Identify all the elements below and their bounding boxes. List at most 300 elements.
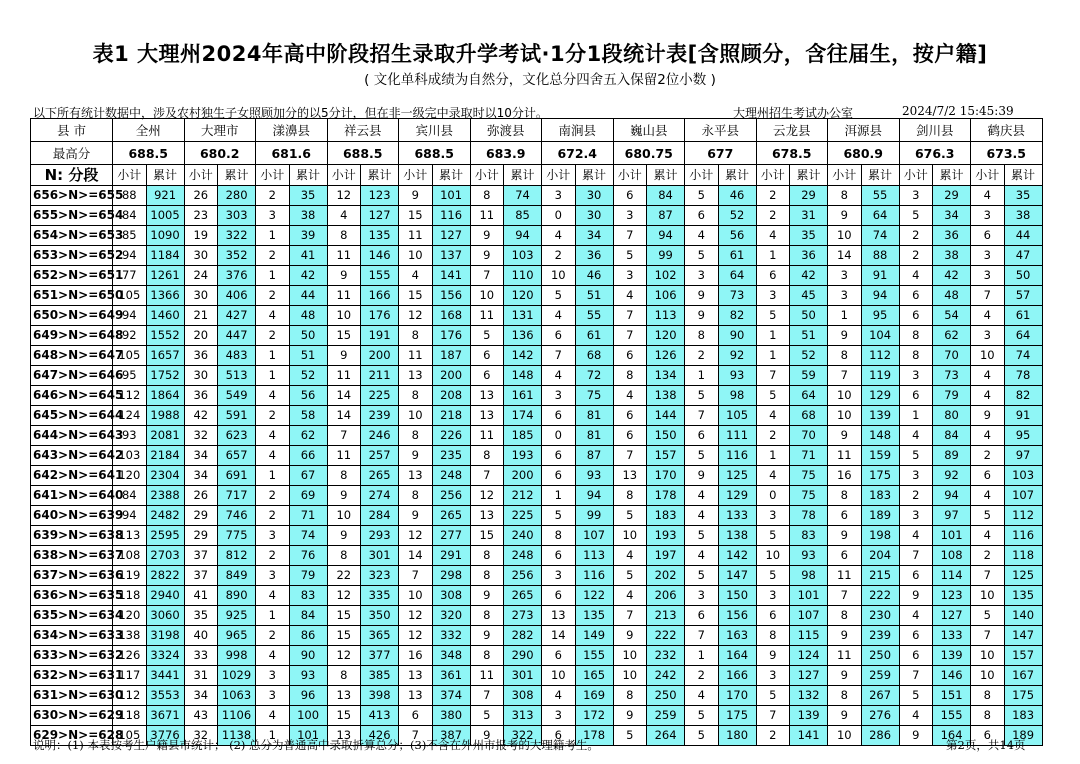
subtotal-cell: 7: [470, 686, 504, 706]
subtotal-cell: 11: [828, 646, 862, 666]
subtotal-cell: 8: [613, 486, 647, 506]
subtotal-cell: 4: [899, 606, 933, 626]
subtotal-cell: 0: [542, 426, 576, 446]
subtotal-cell: 14: [327, 386, 361, 406]
cumulative-cell: 95: [861, 306, 899, 326]
subtotal-cell: 5: [756, 386, 790, 406]
subtotal-header: 小计: [828, 165, 862, 186]
cumulative-cell: 41: [289, 246, 327, 266]
subtotal-cell: 9: [399, 186, 433, 206]
subtotal-cell: 1: [756, 346, 790, 366]
subtotal-cell: 33: [184, 646, 218, 666]
subtotal-cell: 30: [184, 366, 218, 386]
score-segment-label: 639>N>=638: [31, 526, 113, 546]
cumulative-cell: 113: [575, 546, 613, 566]
cumulative-cell: 127: [361, 206, 399, 226]
subtotal-cell: 26: [184, 486, 218, 506]
cumulative-cell: 189: [1004, 726, 1042, 746]
score-segment-label: 636>N>=635: [31, 586, 113, 606]
cumulative-cell: 198: [861, 526, 899, 546]
subtotal-cell: 1: [685, 366, 719, 386]
cumulative-cell: 115: [790, 626, 828, 646]
subtotal-cell: 8: [470, 566, 504, 586]
page-subtitle: ( 文化单科成绩为自然分，文化总分四舍五入保留2位小数 ): [364, 72, 716, 88]
subtotal-cell: 3: [256, 206, 290, 226]
subtotal-cell: 4: [685, 506, 719, 526]
subtotal-cell: 4: [542, 366, 576, 386]
cumulative-cell: 133: [718, 506, 756, 526]
subtotal-cell: 10: [828, 386, 862, 406]
cumulative-cell: 385: [361, 666, 399, 686]
table-row: [31, 286, 1043, 306]
cumulative-cell: 44: [1004, 226, 1042, 246]
cumulative-cell: 62: [933, 326, 971, 346]
cumulative-cell: 322: [504, 726, 542, 746]
subtotal-cell: 15: [327, 626, 361, 646]
score-segment-label: 652>N>=651: [31, 266, 113, 286]
cumulative-cell: 89: [933, 446, 971, 466]
subtotal-cell: 2: [256, 246, 290, 266]
score-segment-label: 630>N>=629: [31, 706, 113, 726]
subtotal-cell: 9: [828, 626, 862, 646]
cumulative-header: 累计: [718, 165, 756, 186]
cumulative-cell: 55: [861, 186, 899, 206]
cumulative-cell: 183: [647, 506, 685, 526]
subtotal-cell: 3: [256, 686, 290, 706]
cumulative-cell: 222: [861, 586, 899, 606]
max-score-value: 688.5: [113, 142, 185, 165]
subtotal-cell: 2: [256, 406, 290, 426]
subtotal-cell: 5: [899, 446, 933, 466]
cumulative-cell: 156: [432, 286, 470, 306]
subtotal-cell: 6: [971, 226, 1005, 246]
cumulative-cell: 94: [575, 486, 613, 506]
subtotal-cell: 9: [828, 706, 862, 726]
table-row: [31, 686, 1043, 706]
subtotal-cell: 8: [327, 546, 361, 566]
subtotal-cell: 2: [256, 626, 290, 646]
cumulative-cell: 1864: [146, 386, 184, 406]
cumulative-cell: 2940: [146, 586, 184, 606]
cumulative-cell: 280: [218, 186, 256, 206]
subtotal-cell: 5: [756, 526, 790, 546]
subtotal-cell: 2: [256, 186, 290, 206]
cumulative-cell: 70: [933, 346, 971, 366]
subtotal-cell: 34: [184, 446, 218, 466]
cumulative-cell: 925: [218, 606, 256, 626]
subtotal-cell: 7: [613, 446, 647, 466]
cumulative-cell: 222: [647, 626, 685, 646]
subtotal-cell: 5: [756, 566, 790, 586]
cumulative-cell: 290: [504, 646, 542, 666]
cumulative-cell: 259: [647, 706, 685, 726]
cumulative-cell: 155: [361, 266, 399, 286]
subtotal-cell: 7: [971, 626, 1005, 646]
subtotal-cell: 8: [399, 486, 433, 506]
subtotal-cell: 4: [685, 226, 719, 246]
table-row: [31, 406, 1043, 426]
subtotal-cell: 3: [971, 266, 1005, 286]
subtotal-cell: 4: [899, 526, 933, 546]
cumulative-cell: 78: [1004, 366, 1042, 386]
subtotal-cell: 3: [685, 586, 719, 606]
subtotal-cell: 13: [399, 466, 433, 486]
table-row: [31, 366, 1043, 386]
cumulative-cell: 46: [575, 266, 613, 286]
cumulative-cell: 74: [289, 526, 327, 546]
cumulative-cell: 94: [861, 286, 899, 306]
subtotal-cell: 12: [327, 586, 361, 606]
subtotal-cell: 7: [542, 346, 576, 366]
cumulative-cell: 2822: [146, 566, 184, 586]
subtotal-cell: 5: [542, 286, 576, 306]
cumulative-cell: 691: [218, 466, 256, 486]
cumulative-cell: 64: [790, 386, 828, 406]
subtotal-cell: 13: [470, 406, 504, 426]
cumulative-cell: 120: [504, 286, 542, 306]
cumulative-cell: 74: [861, 226, 899, 246]
subtotal-cell: 6: [828, 546, 862, 566]
subtotal-cell: 1: [756, 446, 790, 466]
cumulative-cell: 150: [718, 586, 756, 606]
subtotal-cell: 2: [756, 186, 790, 206]
subtotal-cell: 14: [828, 246, 862, 266]
subtotal-cell: 3: [542, 186, 576, 206]
subtotal-cell: 8: [327, 466, 361, 486]
subtotal-cell: 7: [613, 226, 647, 246]
subtotal-cell: 3: [899, 186, 933, 206]
cumulative-cell: 2595: [146, 526, 184, 546]
cumulative-cell: 68: [790, 406, 828, 426]
cumulative-cell: 167: [1004, 666, 1042, 686]
cumulative-cell: 75: [575, 386, 613, 406]
region-name: 南涧县: [542, 119, 614, 142]
subtotal-cell: 5: [685, 566, 719, 586]
cumulative-cell: 51: [790, 326, 828, 346]
cumulative-cell: 313: [504, 706, 542, 726]
subtotal-cell: 7: [971, 286, 1005, 306]
subtotal-cell: 12: [399, 626, 433, 646]
subtotal-cell: 77: [113, 266, 147, 286]
timestamp: 2024/7/2 15:45:39: [902, 104, 1014, 118]
subtotal-cell: 94: [113, 506, 147, 526]
subtotal-cell: 4: [327, 206, 361, 226]
subtotal-cell: 6: [685, 426, 719, 446]
subtotal-cell: 10: [399, 586, 433, 606]
subtotal-cell: 5: [756, 686, 790, 706]
subtotal-cell: 5: [613, 726, 647, 746]
subtotal-cell: 1: [256, 726, 290, 746]
cumulative-cell: 191: [361, 326, 399, 346]
subtotal-cell: 5: [971, 506, 1005, 526]
cumulative-cell: 123: [933, 586, 971, 606]
subtotal-cell: 11: [327, 366, 361, 386]
cumulative-cell: 83: [790, 526, 828, 546]
subtotal-cell: 11: [327, 446, 361, 466]
cumulative-cell: 282: [504, 626, 542, 646]
cumulative-cell: 301: [361, 546, 399, 566]
subtotal-cell: 9: [399, 506, 433, 526]
subtotal-cell: 8: [399, 426, 433, 446]
subtotal-cell: 7: [613, 326, 647, 346]
subtotal-cell: 9: [327, 526, 361, 546]
cumulative-cell: 79: [933, 386, 971, 406]
region-header-row: [31, 119, 1043, 142]
subtotal-cell: 6: [470, 346, 504, 366]
cumulative-cell: 36: [575, 246, 613, 266]
subtotal-cell: 7: [971, 566, 1005, 586]
cumulative-cell: 116: [432, 206, 470, 226]
cumulative-cell: 623: [218, 426, 256, 446]
cumulative-cell: 74: [1004, 346, 1042, 366]
subtotal-cell: 4: [613, 586, 647, 606]
subtotal-cell: 9: [828, 206, 862, 226]
cumulative-cell: 87: [647, 206, 685, 226]
subtotal-cell: 5: [685, 446, 719, 466]
subtotal-cell: 84: [113, 486, 147, 506]
cumulative-cell: 59: [790, 366, 828, 386]
cumulative-cell: 413: [361, 706, 399, 726]
subtotal-cell: 6: [613, 346, 647, 366]
subtotal-cell: 4: [685, 686, 719, 706]
cumulative-cell: 172: [575, 706, 613, 726]
cumulative-cell: 108: [933, 546, 971, 566]
cumulative-cell: 168: [432, 306, 470, 326]
table-row: [31, 186, 1043, 206]
subtotal-header: 小计: [184, 165, 218, 186]
cumulative-cell: 303: [218, 206, 256, 226]
subtotal-cell: 4: [971, 186, 1005, 206]
cumulative-cell: 30: [575, 186, 613, 206]
cumulative-cell: 166: [718, 666, 756, 686]
cumulative-cell: 47: [1004, 246, 1042, 266]
subtotal-cell: 119: [113, 566, 147, 586]
subtotal-cell: 9: [399, 446, 433, 466]
cumulative-cell: 775: [218, 526, 256, 546]
cumulative-cell: 111: [718, 426, 756, 446]
subtotal-cell: 10: [828, 726, 862, 746]
subtotal-cell: 1: [256, 466, 290, 486]
cumulative-cell: 298: [432, 566, 470, 586]
cumulative-cell: 3324: [146, 646, 184, 666]
subtotal-cell: 5: [899, 686, 933, 706]
subtotal-cell: 43: [184, 706, 218, 726]
subtotal-cell: 37: [184, 546, 218, 566]
cumulative-cell: 122: [575, 586, 613, 606]
max-score-value: 678.5: [756, 142, 828, 165]
cumulative-cell: 42: [289, 266, 327, 286]
cumulative-cell: 129: [718, 486, 756, 506]
subtotal-cell: 4: [613, 386, 647, 406]
subtotal-cell: 3: [685, 266, 719, 286]
cumulative-cell: 125: [718, 466, 756, 486]
cumulative-cell: 80: [933, 406, 971, 426]
cumulative-cell: 176: [432, 326, 470, 346]
subtotal-cell: 4: [899, 266, 933, 286]
cumulative-cell: 149: [575, 626, 613, 646]
cumulative-cell: 144: [647, 406, 685, 426]
subtotal-cell: 7: [828, 366, 862, 386]
score-segment-label: 642>N>=641: [31, 466, 113, 486]
cumulative-cell: 139: [790, 706, 828, 726]
cumulative-cell: 157: [647, 446, 685, 466]
cumulative-cell: 138: [647, 386, 685, 406]
cumulative-cell: 308: [432, 586, 470, 606]
subtotal-cell: 5: [542, 506, 576, 526]
subtotal-cell: 94: [113, 246, 147, 266]
max-score-value: 680.9: [828, 142, 900, 165]
cumulative-cell: 1552: [146, 326, 184, 346]
cumulative-cell: 549: [218, 386, 256, 406]
cumulative-cell: 335: [361, 586, 399, 606]
subtotal-cell: 2: [256, 286, 290, 306]
cumulative-cell: 1460: [146, 306, 184, 326]
subtotal-header: 小计: [899, 165, 933, 186]
subtotal-header: 小计: [685, 165, 719, 186]
cumulative-cell: 93: [718, 366, 756, 386]
subtotal-cell: 3: [542, 566, 576, 586]
subtotal-cell: 8: [971, 706, 1005, 726]
subtotal-cell: 3: [256, 566, 290, 586]
cumulative-cell: 156: [718, 606, 756, 626]
subtotal-cell: 4: [256, 706, 290, 726]
subtotal-cell: 35: [184, 606, 218, 626]
subtotal-cell: 5: [685, 706, 719, 726]
table-row: [31, 546, 1043, 566]
cumulative-cell: 151: [933, 686, 971, 706]
region-name: 祥云县: [327, 119, 399, 142]
max-score-value: 677: [685, 142, 757, 165]
subtotal-cell: 11: [828, 566, 862, 586]
cumulative-cell: 94: [933, 486, 971, 506]
subtotal-cell: 34: [184, 686, 218, 706]
subtotal-cell: 12: [399, 306, 433, 326]
cumulative-cell: 97: [933, 506, 971, 526]
cumulative-cell: 1090: [146, 226, 184, 246]
subtotal-cell: 8: [828, 486, 862, 506]
subtotal-cell: 4: [685, 546, 719, 566]
score-segment-label: 634>N>=633: [31, 626, 113, 646]
cumulative-cell: 81: [575, 426, 613, 446]
cumulative-cell: 155: [575, 646, 613, 666]
cumulative-cell: 110: [504, 266, 542, 286]
cumulative-header: 累计: [146, 165, 184, 186]
subtotal-cell: 4: [971, 486, 1005, 506]
subtotal-cell: 6: [542, 546, 576, 566]
region-name: 漾濞县: [256, 119, 328, 142]
subtotal-cell: 14: [327, 406, 361, 426]
cumulative-cell: 104: [861, 326, 899, 346]
cumulative-cell: 200: [432, 366, 470, 386]
score-segment-label: 655>N>=654: [31, 206, 113, 226]
cumulative-cell: 139: [933, 646, 971, 666]
cumulative-cell: 147: [1004, 626, 1042, 646]
subtotal-cell: 7: [470, 266, 504, 286]
subtotal-cell: 2: [542, 246, 576, 266]
subtotal-cell: 6: [828, 506, 862, 526]
subtotal-cell: 14: [542, 626, 576, 646]
cumulative-cell: 107: [790, 606, 828, 626]
subtotal-cell: 124: [113, 406, 147, 426]
cumulative-cell: 1138: [218, 726, 256, 746]
cumulative-cell: 3553: [146, 686, 184, 706]
cumulative-cell: 159: [861, 446, 899, 466]
subtotal-header: 小计: [756, 165, 790, 186]
cumulative-cell: 178: [647, 486, 685, 506]
cumulative-cell: 45: [790, 286, 828, 306]
max-score-value: 688.5: [399, 142, 471, 165]
cumulative-cell: 164: [718, 646, 756, 666]
subtotal-cell: 1: [756, 326, 790, 346]
subtotal-cell: 4: [756, 466, 790, 486]
subtotal-cell: 0: [756, 486, 790, 506]
cumulative-cell: 61: [1004, 306, 1042, 326]
cumulative-cell: 483: [218, 346, 256, 366]
cumulative-cell: 215: [861, 566, 899, 586]
subtotal-cell: 6: [542, 726, 576, 746]
cumulative-cell: 102: [647, 266, 685, 286]
cumulative-header: 累计: [289, 165, 327, 186]
subtotal-cell: 37: [184, 566, 218, 586]
cumulative-cell: 120: [647, 326, 685, 346]
subtotal-cell: 112: [113, 386, 147, 406]
score-segment-label: 631>N>=630: [31, 686, 113, 706]
score-segment-label: 644>N>=643: [31, 426, 113, 446]
cumulative-cell: 127: [432, 226, 470, 246]
cumulative-cell: 197: [647, 546, 685, 566]
subtotal-cell: 4: [899, 706, 933, 726]
cumulative-cell: 56: [289, 386, 327, 406]
max-score-value: 676.3: [899, 142, 971, 165]
table-row: [31, 526, 1043, 546]
subtotal-cell: 9: [828, 326, 862, 346]
subtotal-cell: 11: [470, 306, 504, 326]
cumulative-cell: 717: [218, 486, 256, 506]
cumulative-cell: 68: [575, 346, 613, 366]
subtotal-cell: 126: [113, 646, 147, 666]
cumulative-cell: 447: [218, 326, 256, 346]
subtotal-cell: 3: [971, 206, 1005, 226]
cumulative-cell: 75: [790, 486, 828, 506]
subtotal-cell: 1: [256, 606, 290, 626]
cumulative-cell: 84: [647, 186, 685, 206]
cumulative-cell: 248: [504, 546, 542, 566]
issuing-office: 大理州招生考试办公室: [733, 106, 854, 120]
cumulative-cell: 204: [861, 546, 899, 566]
subtotal-cell: 13: [399, 366, 433, 386]
score-segment-label: 640>N>=639: [31, 506, 113, 526]
cumulative-cell: 176: [361, 306, 399, 326]
cumulative-cell: 332: [432, 626, 470, 646]
subtotal-cell: 10: [971, 586, 1005, 606]
subtotal-cell: 5: [971, 606, 1005, 626]
subtotal-cell: 5: [899, 206, 933, 226]
subtotal-cell: 12: [327, 186, 361, 206]
score-table: [30, 118, 1043, 746]
region-name: 巍山县: [613, 119, 685, 142]
cumulative-cell: 265: [432, 506, 470, 526]
cumulative-cell: 264: [647, 726, 685, 746]
subtotal-cell: 6: [899, 386, 933, 406]
region-header-label: 县 市: [31, 119, 113, 142]
subtotal-cell: 9: [756, 646, 790, 666]
cumulative-cell: 213: [647, 606, 685, 626]
subtotal-cell: 30: [184, 286, 218, 306]
subtotal-cell: 9: [899, 726, 933, 746]
footer-note: 说明：(1) 本表按考生户籍县市统计； (2) 总分为普通高中录取折算总分；(3)不含在外州市报考的大理籍考生。: [33, 738, 599, 752]
table-row: [31, 506, 1043, 526]
cumulative-cell: 657: [218, 446, 256, 466]
